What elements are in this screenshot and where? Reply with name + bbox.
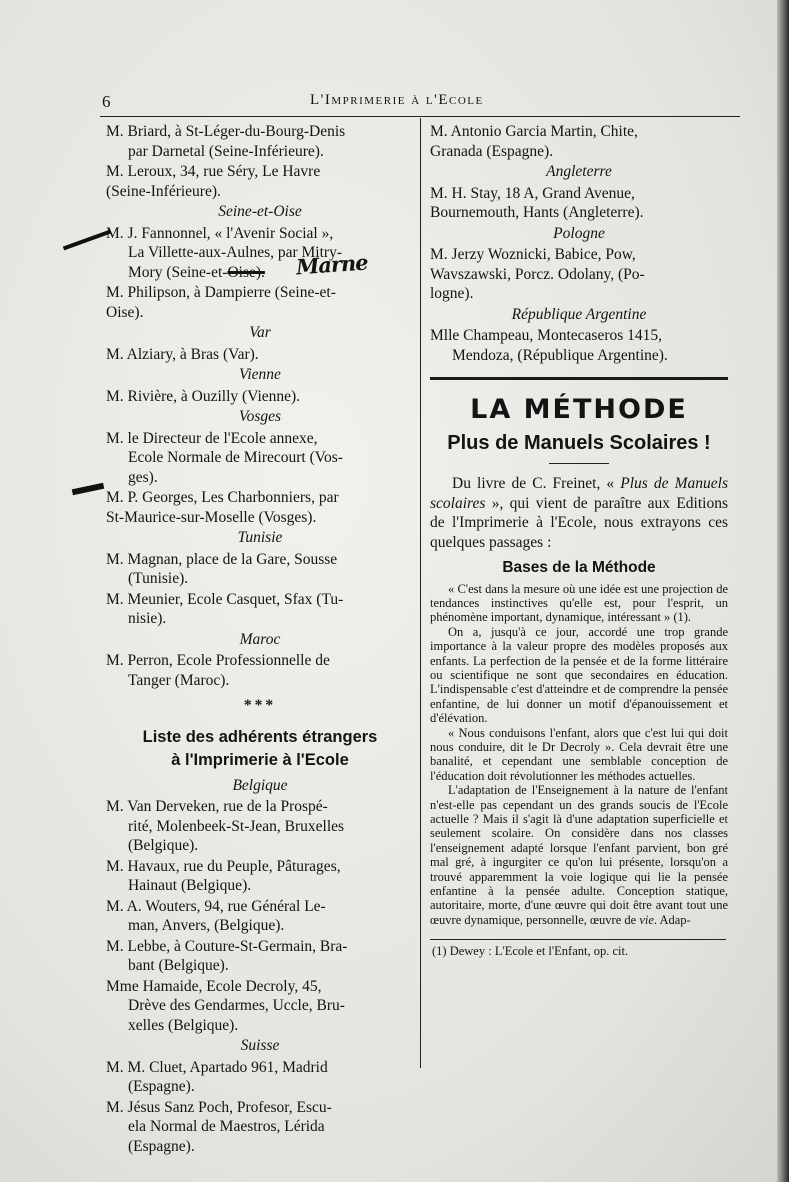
region-heading: Vienne <box>239 366 281 383</box>
list-item: M. J. Fannonnel, « l'Avenir Social », La Villette-aux-Aulnes, par Mitry- Mory (Seine-et-Oise). <box>106 224 342 281</box>
page-number: 6 <box>102 92 112 111</box>
list-item: M. Jerzy Woznicki, Babice, Pow, Wavszawski, Porcz. Odolany, (Po- logne). <box>430 246 645 302</box>
body-paragraph: « Nous conduisons l'enfant, alors que c'est lui qui doit nous conduire, dit le Dr Decroly ». Cela devrait être une banalité, et cependant une semblable conception de l'éducation doit révolutionner les méthodes actuelles. <box>430 725 728 783</box>
body-paragraph: On a, jusqu'à ce jour, accordé une trop grande importance à la valeur propre des modèles proposés aux enfants. La perfection de la pensée et de la forme littéraire ou scientifique ne sont que secondaires en éducation. L'indispensable c'est d'atteindre et de comprendre la pensée enfantine, de lui donner un motif d'épanouissement et d'élévation. <box>430 624 728 726</box>
page-edge-shadow <box>777 0 789 1182</box>
list-item: M. Havaux, rue du Peuple, Pâturages, Hainaut (Belgique). <box>106 857 341 894</box>
intro-paragraph: Du livre de C. Freinet, « Plus de Manuels scolaires », qui vient de paraître aux Editions de l'Imprimerie à l'Ecole, nous extrayons ces quelques passages : <box>430 475 728 551</box>
list-item: M. M. Cluet, Apartado 961, Madrid (Espagne). <box>106 1058 328 1095</box>
article-title: LA MÉTHODE <box>470 394 688 425</box>
list-item: M. A. Wouters, 94, rue Général Le- man, Anvers, (Belgique). <box>106 897 326 934</box>
region-heading: Pologne <box>553 224 605 242</box>
left-column <box>106 122 414 1157</box>
header-rule <box>100 116 740 117</box>
region-heading: Maroc <box>239 630 281 648</box>
region-heading: République Argentine <box>511 305 647 323</box>
list-item: M. Philipson, à Dampierre (Seine-et- Oise). <box>106 284 336 321</box>
running-header <box>100 88 740 110</box>
section-heading: Bases de la Méthode <box>502 559 656 576</box>
list-item: M. Meunier, Ecole Casquet, Sfax (Tu- nisie). <box>106 590 344 627</box>
footnote: (1) Dewey : L'Ecole et l'Enfant, op. cit. <box>432 944 629 959</box>
list-item: M. P. Georges, Les Charbonniers, par St-Maurice-sur-Moselle (Vosges). <box>106 489 339 526</box>
region-heading: Tunisie <box>237 529 283 546</box>
region-heading: Var <box>249 324 271 341</box>
list-item: M. Jésus Sanz Poch, Profesor, Escu- ela Normal de Maestros, Lérida (Espagne). <box>106 1098 332 1155</box>
body-paragraph: L'adaptation de l'Enseignement à la nature de l'enfant n'est-elle pas cependant un des grands soucis de l'Ecole actuelle ? Mais il s'agit là d'une adaptation superficielle et seulement scolaire. On considère dans nos classes l'enseignement adapté lorsque l'enfant parvient, bon gré mal gré, à ingurgiter ce qu'on lui présente, lorsqu'on a trouvé apparemment la voie logique qui lie la pensée enfantine à la pensée adulte. Conception statique, autoritaire, morte, d'une œuvre qui doit être avant tout une œuvre dynamique, personnelle, œuvre de vie. Adap- <box>430 783 728 927</box>
short-rule <box>549 463 609 464</box>
right-column <box>430 122 728 959</box>
section-separator: *** <box>243 697 277 714</box>
handwritten-correction: Marne <box>295 249 369 280</box>
list-item: Mme Hamaide, Ecole Decroly, 45, Drève des Gendarmes, Uccle, Bru- xelles (Belgique). <box>106 977 345 1034</box>
region-heading: Seine-et-Oise <box>218 203 302 220</box>
list-item: M. Perron, Ecole Professionnelle de Tanger (Maroc). <box>106 652 330 689</box>
region-heading: Vosges <box>238 408 282 425</box>
body-paragraph: « C'est dans la mesure où une idée est une projection de tendances instinctives qu'elle est, pour l'esprit, un phénomène important, dynamique, intéressant » (1). <box>430 581 728 625</box>
list-item: M. Lebbe, à Couture-St-Germain, Bra- bant (Belgique). <box>106 937 348 974</box>
ink-mark <box>63 230 111 251</box>
list-heading: Liste des adhérents étrangers à l'Imprimerie à l'Ecole <box>142 727 378 769</box>
list-item: M. le Directeur de l'Ecole annexe, Ecole Normale de Mirecourt (Vos- ges). <box>106 429 343 486</box>
article-subtitle: Plus de Manuels Scolaires ! <box>447 431 711 454</box>
list-item: M. Leroux, 34, rue Séry, Le Havre (Seine-Inférieure). <box>106 163 321 200</box>
column-divider <box>420 118 421 1068</box>
struck-text: Oise). <box>227 263 265 281</box>
list-item: M. H. Stay, 18 A, Grand Avenue, Bournemouth, Hants (Angleterre). <box>430 184 644 221</box>
section-rule <box>430 377 728 380</box>
list-item: M. Rivière, à Ouzilly (Vienne). <box>106 387 301 405</box>
region-heading: Suisse <box>240 1037 280 1054</box>
running-title: L'Imprimerie à l'Ecole <box>310 92 484 108</box>
list-item: M. Antonio Garcia Martin, Chite, Granada (Espagne). <box>430 123 638 160</box>
region-heading: Belgique <box>232 776 288 794</box>
list-item: M. Briard, à St-Léger-du-Bourg-Denis par Darnetal (Seine-Inférieure). <box>106 123 346 160</box>
list-item: M. Alziary, à Bras (Var). <box>106 345 259 363</box>
footnote-rule <box>430 939 726 940</box>
list-item: Mlle Champeau, Montecaseros 1415, Mendoza, (République Argentine). <box>430 327 668 364</box>
list-item: M. Magnan, place de la Gare, Sousse (Tunisie). <box>106 550 338 587</box>
region-heading: Angleterre <box>546 163 612 180</box>
ink-mark <box>72 483 105 496</box>
list-item: M. Van Derveken, rue de la Prospé- rité, Molenbeek-St-Jean, Bruxelles (Belgique). <box>106 798 345 854</box>
